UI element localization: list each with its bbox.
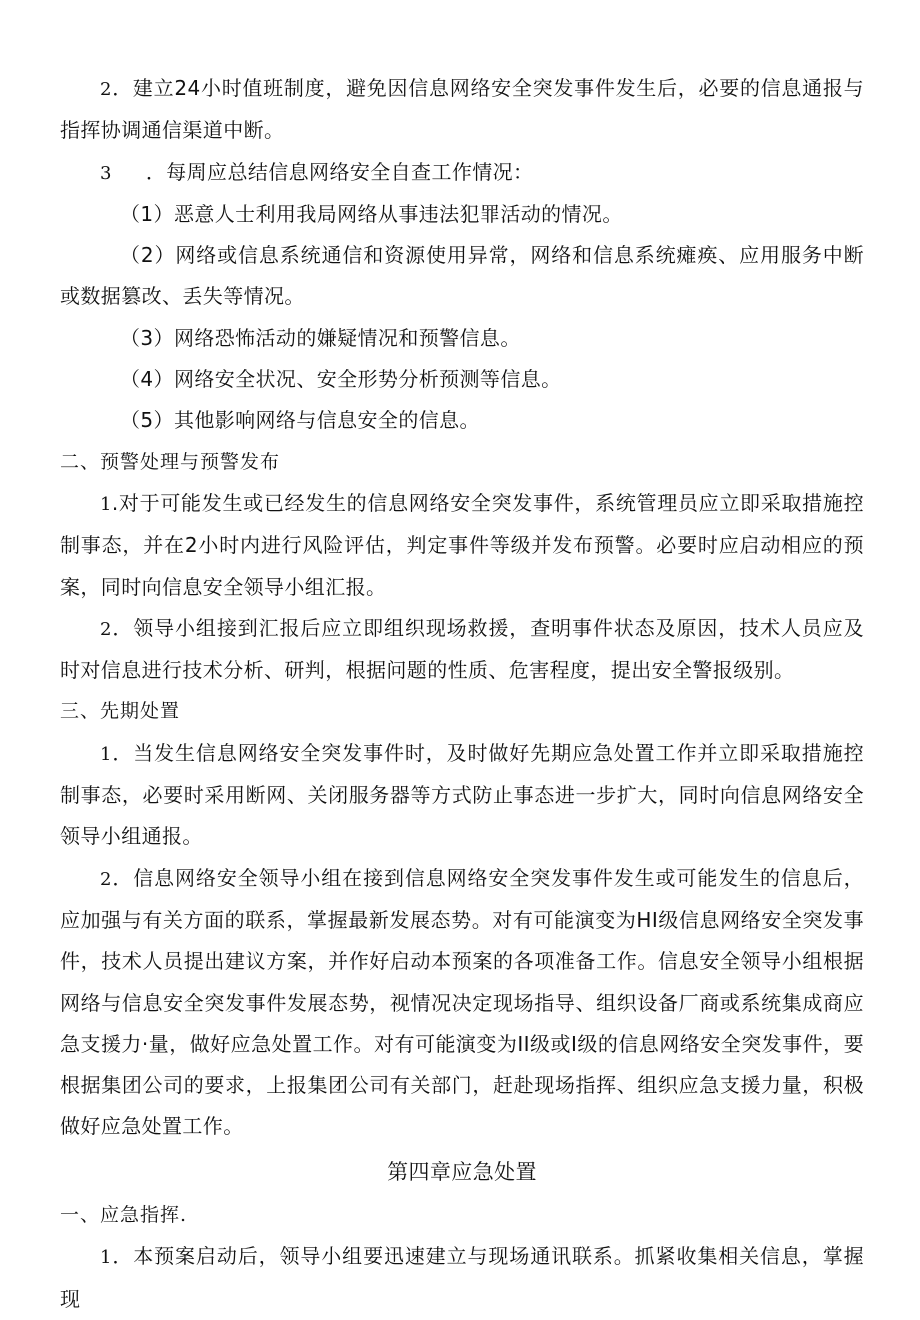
item-number: （3） [120, 325, 174, 350]
paragraph-text: ．建立24小时值班制度，避免因信息网络安全突发事件发生后，必要的信息通报与指挥协调通信渠道中断。 [60, 76, 864, 143]
list-item-4 [60, 359, 864, 400]
section-heading-initial-response: 三、先期处置 [60, 700, 181, 723]
paragraph-text: 网络安全状况、安全形势分析预测等信息。 [173, 367, 562, 392]
item-number: 2 [100, 868, 112, 890]
item-number: （1） [120, 201, 174, 226]
paragraph-warning-2 [60, 608, 864, 692]
paragraph-text: 网络或信息系统通信和资源使用异常，网络和信息系统瘫痪、应用服务中断或数据篡改、丢失等情况。 [60, 243, 864, 309]
chapter-title: 第四章应急处置 [387, 1159, 537, 1184]
paragraph-text: .对于可能发生或已经发生的信息网络安全突发事件，系统管理员应立即采取措施控制事态，并在2小时内进行风险评估，判定事件等级并发布预警。必要时应启动相应的预案，同时向信息安全领导小组汇报。 [60, 490, 864, 599]
list-item-1 [60, 194, 864, 235]
item-number: 1 [100, 1247, 112, 1269]
paragraph-text: ．领导小组接到汇报后应立即组织现场救援，查明事件状态及原因，技术人员应及时对信息进行技术分析、研判，根据问题的性质、危害程度，提出安全警报级别。 [60, 615, 864, 683]
paragraph-text: ．每周应总结信息网络安全自查工作情况： [145, 159, 534, 184]
paragraph-text: 其他影响网络与信息安全的信息。 [173, 408, 480, 433]
item-number: 1 [100, 493, 112, 515]
list-item-3 [60, 318, 864, 359]
document-page [60, 68, 864, 1320]
section-heading-command: 一、应急指挥. [60, 1204, 188, 1227]
list-item-2 [60, 235, 864, 318]
paragraph-warning-1 [60, 483, 864, 608]
section-heading-warning: 二、预警处理与预警发布 [60, 450, 281, 473]
item-number: 3 [100, 162, 112, 184]
item-number: 2 [100, 79, 112, 100]
item-number: 1 [100, 743, 112, 765]
item-number: （2） [120, 243, 176, 268]
paragraph-text: ．当发生信息网络安全突发事件时，及时做好先期应急处置工作并立即采取措施控制事态，必要时采用断网、关闭服务器等方式防止事态进一步扩大，同时向信息网络安全领导小组通报。 [60, 740, 864, 849]
paragraph-initial-2 [60, 858, 864, 1148]
paragraph-text: ．本预案启动后，领导小组要迅速建立与现场通讯联系。抓紧收集相关信息，掌握现 [60, 1244, 864, 1311]
item-number: （4） [120, 367, 174, 392]
paragraph-24h-duty [60, 68, 864, 152]
paragraph-weekly-summary [60, 152, 864, 194]
paragraph-text: ．信息网络安全领导小组在接到信息网络安全突发事件发生或可能发生的信息后，应加强与有关方面的联系，掌握最新发展态势。对有可能演变为HI级信息网络安全突发事件，技术人员提出建议方案，并作好启动本预案的各项准备工作。信息安全领导小组根据网络与信息安全突发事件发展态势，视情况决定现场指导、组织设备厂商或系统集成商应急支援力·量，做好应急处置工作。对有可能演变为II级或I级的信息网络安全突发事件，要根据集团公司的要求，上报集团公司有关部门，赶赴现场指挥、组织应急支援力量，积极做好应急处置工作。 [60, 865, 864, 1139]
paragraph-text: 恶意人士利用我局网络从事违法犯罪活动的情况。 [173, 201, 623, 226]
item-number: 2 [100, 618, 112, 640]
paragraph-command-1 [60, 1236, 864, 1320]
list-item-5 [60, 400, 864, 441]
paragraph-initial-1 [60, 733, 864, 858]
item-number: （5） [120, 408, 174, 433]
paragraph-text: 网络恐怖活动的嫌疑情况和预警信息。 [173, 325, 521, 350]
